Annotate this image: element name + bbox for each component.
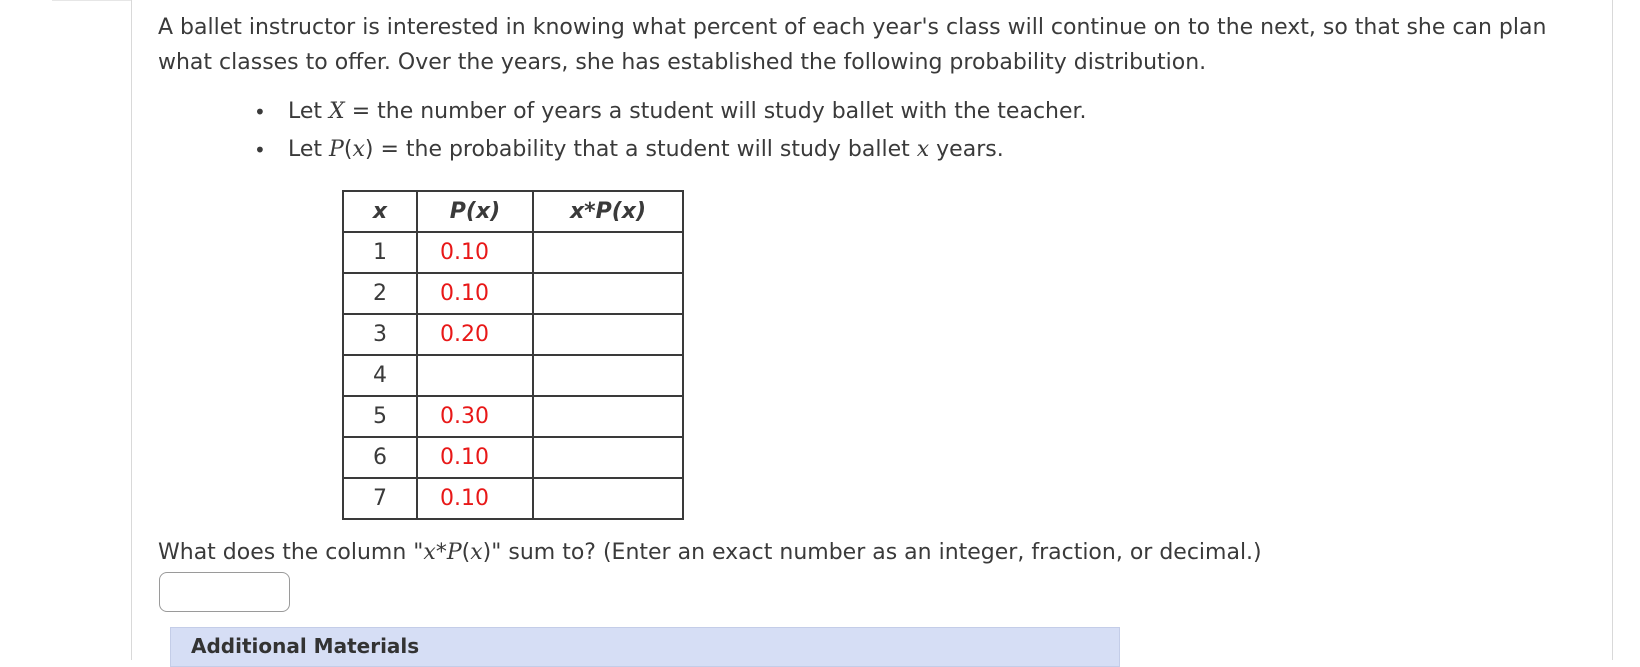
table-row [343,478,683,519]
x-cell: 4 [343,355,417,396]
answer-prompt [158,537,1262,569]
px-cell: 0.10 [417,273,533,314]
paren-open: ( [461,540,471,565]
xpx-cell [533,437,683,478]
xpx-cell [533,314,683,355]
definition-lead: Let [288,99,330,124]
variable-p: P [329,137,344,162]
question-text: A ballet instructor is interested in knowing what percent of each year's class will continue on to the next, so that she can plan what classes to offer. Over the years, she has established the following probability distribution. [158,15,1547,75]
additional-materials-bar[interactable] [170,627,1120,667]
table-row [343,232,683,273]
px-cell: 0.30 [417,396,533,437]
probability-table [342,190,684,520]
variable-x: X [329,99,345,124]
xpx-cell [533,478,683,519]
paren-close: ) [482,540,492,565]
table-row [343,355,683,396]
variable-x: x [423,540,436,565]
xpx-cell [533,396,683,437]
xpx-cell [533,232,683,273]
x-cell: 5 [343,396,417,437]
xpx-cell [533,273,683,314]
table-row [343,396,683,437]
variable-x: x [352,137,365,162]
x-cell: 3 [343,314,417,355]
answer-input[interactable] [159,572,290,612]
x-cell: 6 [343,437,417,478]
header-xpx-label: x*P(x) [569,199,647,224]
variable-x: x [916,137,930,162]
prompt-text: " sum to? (Enter an exact number as an integer, fraction, or decimal.) [491,540,1262,565]
x-cell: 2 [343,273,417,314]
definition-item-px [250,131,1087,169]
paren-open: ( [343,137,353,162]
header-px [417,191,533,232]
px-cell [417,355,533,396]
header-px-label: P(x) [449,199,501,224]
table-row [343,314,683,355]
variable-x: x [470,540,483,565]
px-cell: 0.20 [417,314,533,355]
table-header-row [343,191,683,232]
definition-lead: Let [288,137,330,162]
px-cell: 0.10 [417,232,533,273]
definition-list [250,93,1087,169]
x-cell: 1 [343,232,417,273]
xpx-cell [533,355,683,396]
header-xpx [533,191,683,232]
header-x-label: x [372,199,388,224]
px-cell: 0.10 [417,478,533,519]
definition-tail: years. [929,137,1004,162]
prompt-text: What does the column " [158,540,424,565]
definition-text: = the number of years a student will study ballet with the teacher. [344,99,1087,124]
table-row [343,273,683,314]
paren-close: ) [364,137,374,162]
variable-p: P [446,540,462,565]
additional-materials-label: Additional Materials [191,634,420,658]
px-cell: 0.10 [417,437,533,478]
definition-item-x [250,93,1087,131]
definition-text: = the probability that a student will study ballet [373,137,917,162]
table-row [343,437,683,478]
x-cell: 7 [343,478,417,519]
prompt-star: * [435,540,447,565]
header-x [343,191,417,232]
